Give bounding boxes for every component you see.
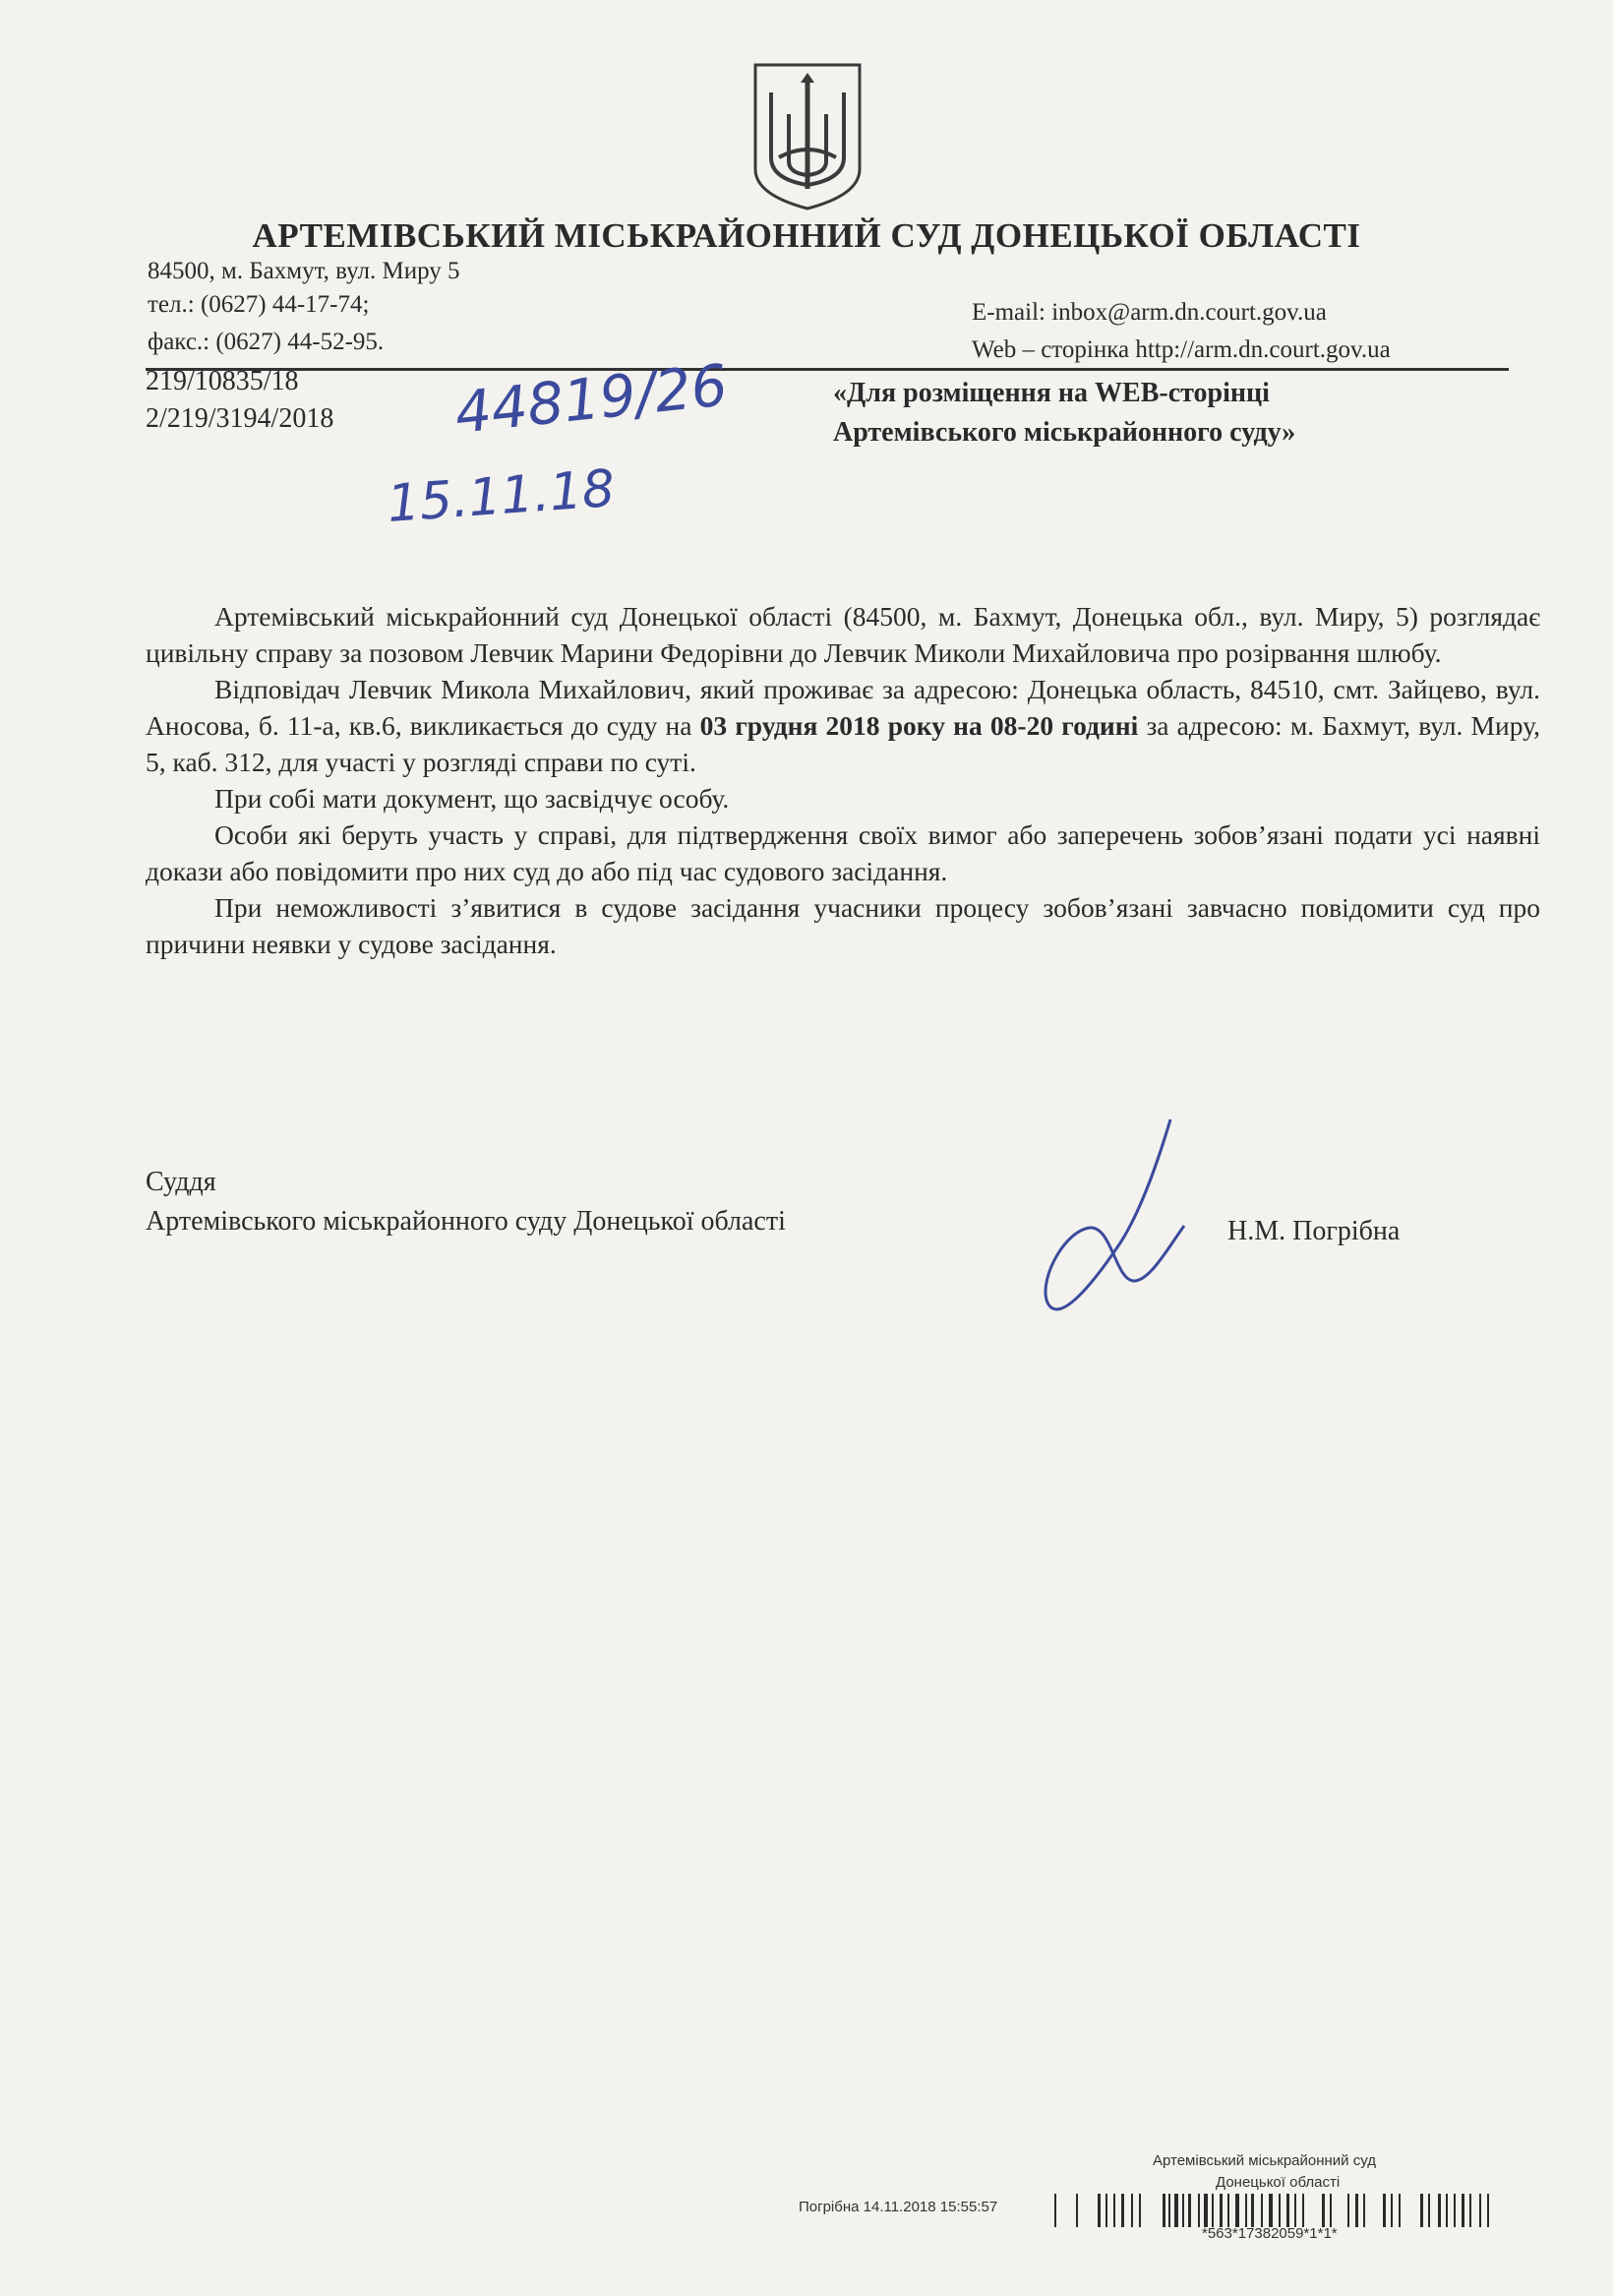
barcode bbox=[1054, 2194, 1534, 2227]
hearing-date-time: 03 грудня 2018 року на 08-20 годині bbox=[699, 710, 1139, 741]
registration-timestamp: Погрібна 14.11.2018 15:55:57 bbox=[799, 2199, 998, 2215]
paragraph-case-description: Артемівський міськрайонний суд Донецької області (84500, м. Бахмут, Донецька обл., вул. Миру, 5) розглядає цивільну справу за позовом Левчик Марини Федорівни до Левчик Миколи Михайловича про розірвання шлюбу. bbox=[146, 601, 1540, 668]
web-publication-note bbox=[833, 374, 1482, 453]
court-name-heading: АРТЕМІВСЬКИЙ МІСЬКРАЙОННИЙ СУД ДОНЕЦЬКОЇ ОБЛАСТІ bbox=[252, 216, 1361, 255]
handwritten-number: 44819/26 bbox=[451, 351, 731, 447]
barcode-number: *563*17382059*1*1* bbox=[1202, 2225, 1338, 2242]
proceeding-number: 2/219/3194/2018 bbox=[146, 403, 334, 434]
court-phone: тел.: (0627) 44-17-74; bbox=[148, 291, 370, 318]
judge-signature bbox=[1045, 1119, 1184, 1309]
stamp-org-line-1: Артемівський міськрайонний суд bbox=[1153, 2152, 1376, 2169]
court-email: E-mail: inbox@arm.dn.court.gov.ua bbox=[972, 299, 1327, 326]
summons-body bbox=[146, 598, 1540, 962]
court-fax: факс.: (0627) 44-52-95. bbox=[148, 329, 385, 355]
paragraph-id-document: При собі мати документ, що засвідчує особу. bbox=[214, 783, 730, 814]
coat-of-arms-emblem bbox=[749, 59, 866, 212]
judge-name: Н.М. Погрібна bbox=[1227, 1216, 1401, 1246]
case-number: 219/10835/18 bbox=[146, 366, 299, 396]
web-note-line-2: Артемівського міськрайонного суду» bbox=[833, 417, 1296, 448]
court-address: 84500, м. Бахмут, вул. Миру 5 bbox=[148, 258, 460, 284]
stamp-org-line-2: Донецької області bbox=[1216, 2174, 1341, 2191]
court-website: Web – сторінка http://arm.dn.court.gov.ua bbox=[972, 336, 1391, 363]
judge-title: Суддя Артемівського міськрайонного суду Донецької області bbox=[146, 1167, 786, 1237]
header-divider bbox=[146, 368, 1509, 371]
handwritten-date: 15.11.18 bbox=[385, 458, 617, 534]
paragraph-evidence: Особи які беруть участь у справі, для підтвердження своїх вимог або заперечень зобов’язані подати усі наявні докази або повідомити про них суд до або під час судового засідання. bbox=[146, 819, 1540, 886]
paragraph-summons: Відповідач Левчик Микола Михайлович, який проживає за адресою: Донецька область, 84510, смт. Зайцево, вул. Аносова, б. 11-а, кв.6, викликається до суду на 03 грудня 2018 року на 08-20 годині за адресою: м. Бахмут, вул. Миру, 5, каб. 312, для участі у розгляді справи по суті. bbox=[146, 674, 1540, 777]
paragraph-absence-notice: При неможливості з’явитися в судове засідання учасники процесу зобов’язані завчасно повідомити суд про причини неявки у судове засідання. bbox=[146, 892, 1540, 959]
web-note-line-1: «Для розміщення на WEB-сторінці bbox=[833, 378, 1270, 408]
